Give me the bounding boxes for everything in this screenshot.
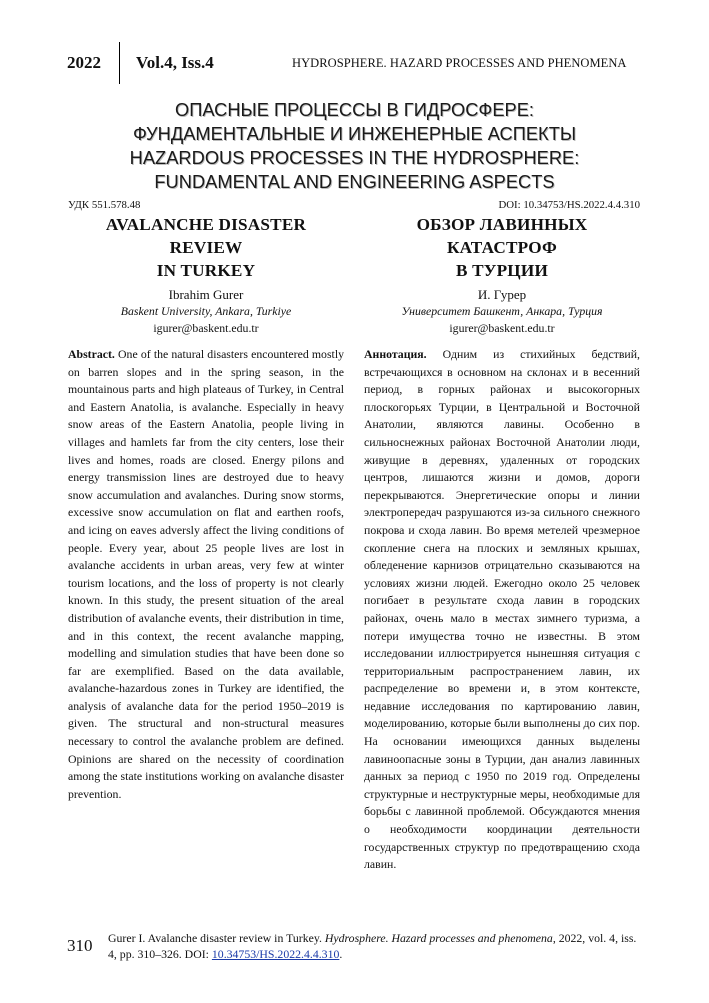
section-title-line: ОПАСНЫЕ ПРОЦЕССЫ В ГИДРОСФЕРЕ: (174, 99, 534, 120)
section-title (40, 98, 669, 194)
article-title-line: В ТУРЦИИ (455, 261, 549, 280)
abstract-ru (364, 346, 640, 874)
affiliation-ru: Университет Башкент, Анкара, Турция (401, 304, 603, 318)
english-column (68, 213, 344, 803)
issue-year: 2022 (67, 53, 101, 72)
article-title-en (68, 213, 344, 282)
author-name-en: Ibrahim Gurer (168, 287, 244, 302)
citation-details: , 2022, vol. 4, iss. 4, pp. 310–326. DOI: (108, 931, 637, 961)
journal-name: HYDROSPHERE. HAZARD PROCESSES AND PHENOMENA (292, 56, 627, 70)
article-title-ru (364, 213, 640, 282)
article-title-line: AVALANCHE DISASTER REVIEW (105, 215, 307, 257)
abstract-en (68, 346, 344, 803)
abstract-text-en: One of the natural disasters encountered mostly on barren slopes and in the spring season, in the mountainous parts and high plateaus of Turkey, in Central and Eastern Anatolia, is avalanche. Especially in heavy snow areas of the Eastern Anatolia, people living in villages and hamlets far from the city centers, lose their lives and homes, roads are closed. Energy pilons and energy transmission lines are destroyed due to heavy snow accumulation and avalanches. During snow storms, excessive snow accumulation on flat and earthen roofs, and icing on eaves adversly affect the living conditions of people. Every year, about 25 people lives are lost in avalanche accidents in urban areas, very few at winter tourism locations, and the loss of property is not clearly known. In this study, the present situation of the areal distribution of avalanche events, their distribution in time, and in this context, the recent avalanche mapping, modelling and simulation studies that have been done so far are exemplified. Based on the data available, avalanche-hazardous zones in Turkey are identified, the analysis of avalanche data for the period 1950–2019 is given. The structural and non-structural measures necessary to control the avalanche problem are defined. Opinions are shared on the necessity of coordination among the state institutions working on avalanche disaster prevention. (68, 347, 345, 801)
citation (108, 930, 641, 962)
article-title-line: IN TURKEY (156, 261, 256, 280)
section-title-line: FUNDAMENTAL AND ENGINEERING ASPECTS (154, 171, 555, 192)
doi-code: DOI: 10.34753/HS.2022.4.4.310 (498, 199, 640, 211)
abstract-label-en: Abstract. (68, 347, 115, 361)
abstract-label-ru: Аннотация. (364, 347, 427, 361)
page-number: 310 (67, 936, 93, 955)
author-email-en: igurer@baskent.edu.tr (153, 321, 259, 335)
section-title-line: HAZARDOUS PROCESSES IN THE HYDROSPHERE: (129, 147, 580, 168)
russian-column (364, 213, 640, 874)
author-name-ru: И. Гурер (477, 287, 527, 302)
article-title-line: ОБЗОР ЛАВИННЫХ КАТАСТРОФ (416, 215, 588, 257)
section-title-line: ФУНДАМЕНТАЛЬНЫЕ И ИНЖЕНЕРНЫЕ АСПЕКТЫ (132, 123, 577, 144)
citation-end: . (339, 947, 343, 961)
volume-issue: Vol.4, Iss.4 (136, 53, 214, 72)
affiliation-en: Baskent University, Ankara, Turkiye (120, 304, 292, 318)
abstract-text-ru: Одним из стихийных бедствий, встречающихся в основном на склонах и в весенний период, в горных районах и высокогорных плоскогорьях Турции, в Центральной и Восточной Анатолии, являются лавины. Особенно в сильноснежных районах Восточной Анатолии люди, живущие в деревнях, удаленных от городских центров, лишаются жизни и домов, дороги перекрываются. Энергетические опоры и линии электропередач разрушаются из-за сильного снежного покрова и схода лавин. Во время метелей чрезмерное скопление снега на плоских и земляных крышах, обледенение карнизов отрицательно сказываются на условиях жизни людей. Ежегодно около 25 человек погибает в результате схода лавин в городских районах, очень мало в местах зимнего туризма, а потери имущества точно не известны. В этом исследовании иллюстрируется нынешняя ситуация с территориальным распространением лавин, их распределение во времени и, в этом контексте, недавние исследования по картированию лавин, моделированию, которые были выполнены до сих пор. На основании имеющихся данных выделены лавиноопасные зоны в Турции, дан анализ лавинных данных за период с 1950 по 2019 год. Определены структурные и неструктурные меры, необходимые для борьбы с лавинной проблемой. Обсуждаются мнения о необходимости координации деятельности государственных структур по предотвращению схода лавин. (364, 347, 640, 872)
doi-link[interactable]: 10.34753/HS.2022.4.4.310 (211, 947, 340, 961)
citation-authors-title: Gurer I. Avalanche disaster review in Turkey. (108, 931, 322, 945)
header-divider (119, 42, 120, 84)
udc-code: УДК 551.578.48 (68, 199, 141, 211)
citation-journal: Hydrosphere. Hazard processes and phenomena (324, 931, 553, 945)
author-email-ru: igurer@baskent.edu.tr (449, 321, 555, 335)
